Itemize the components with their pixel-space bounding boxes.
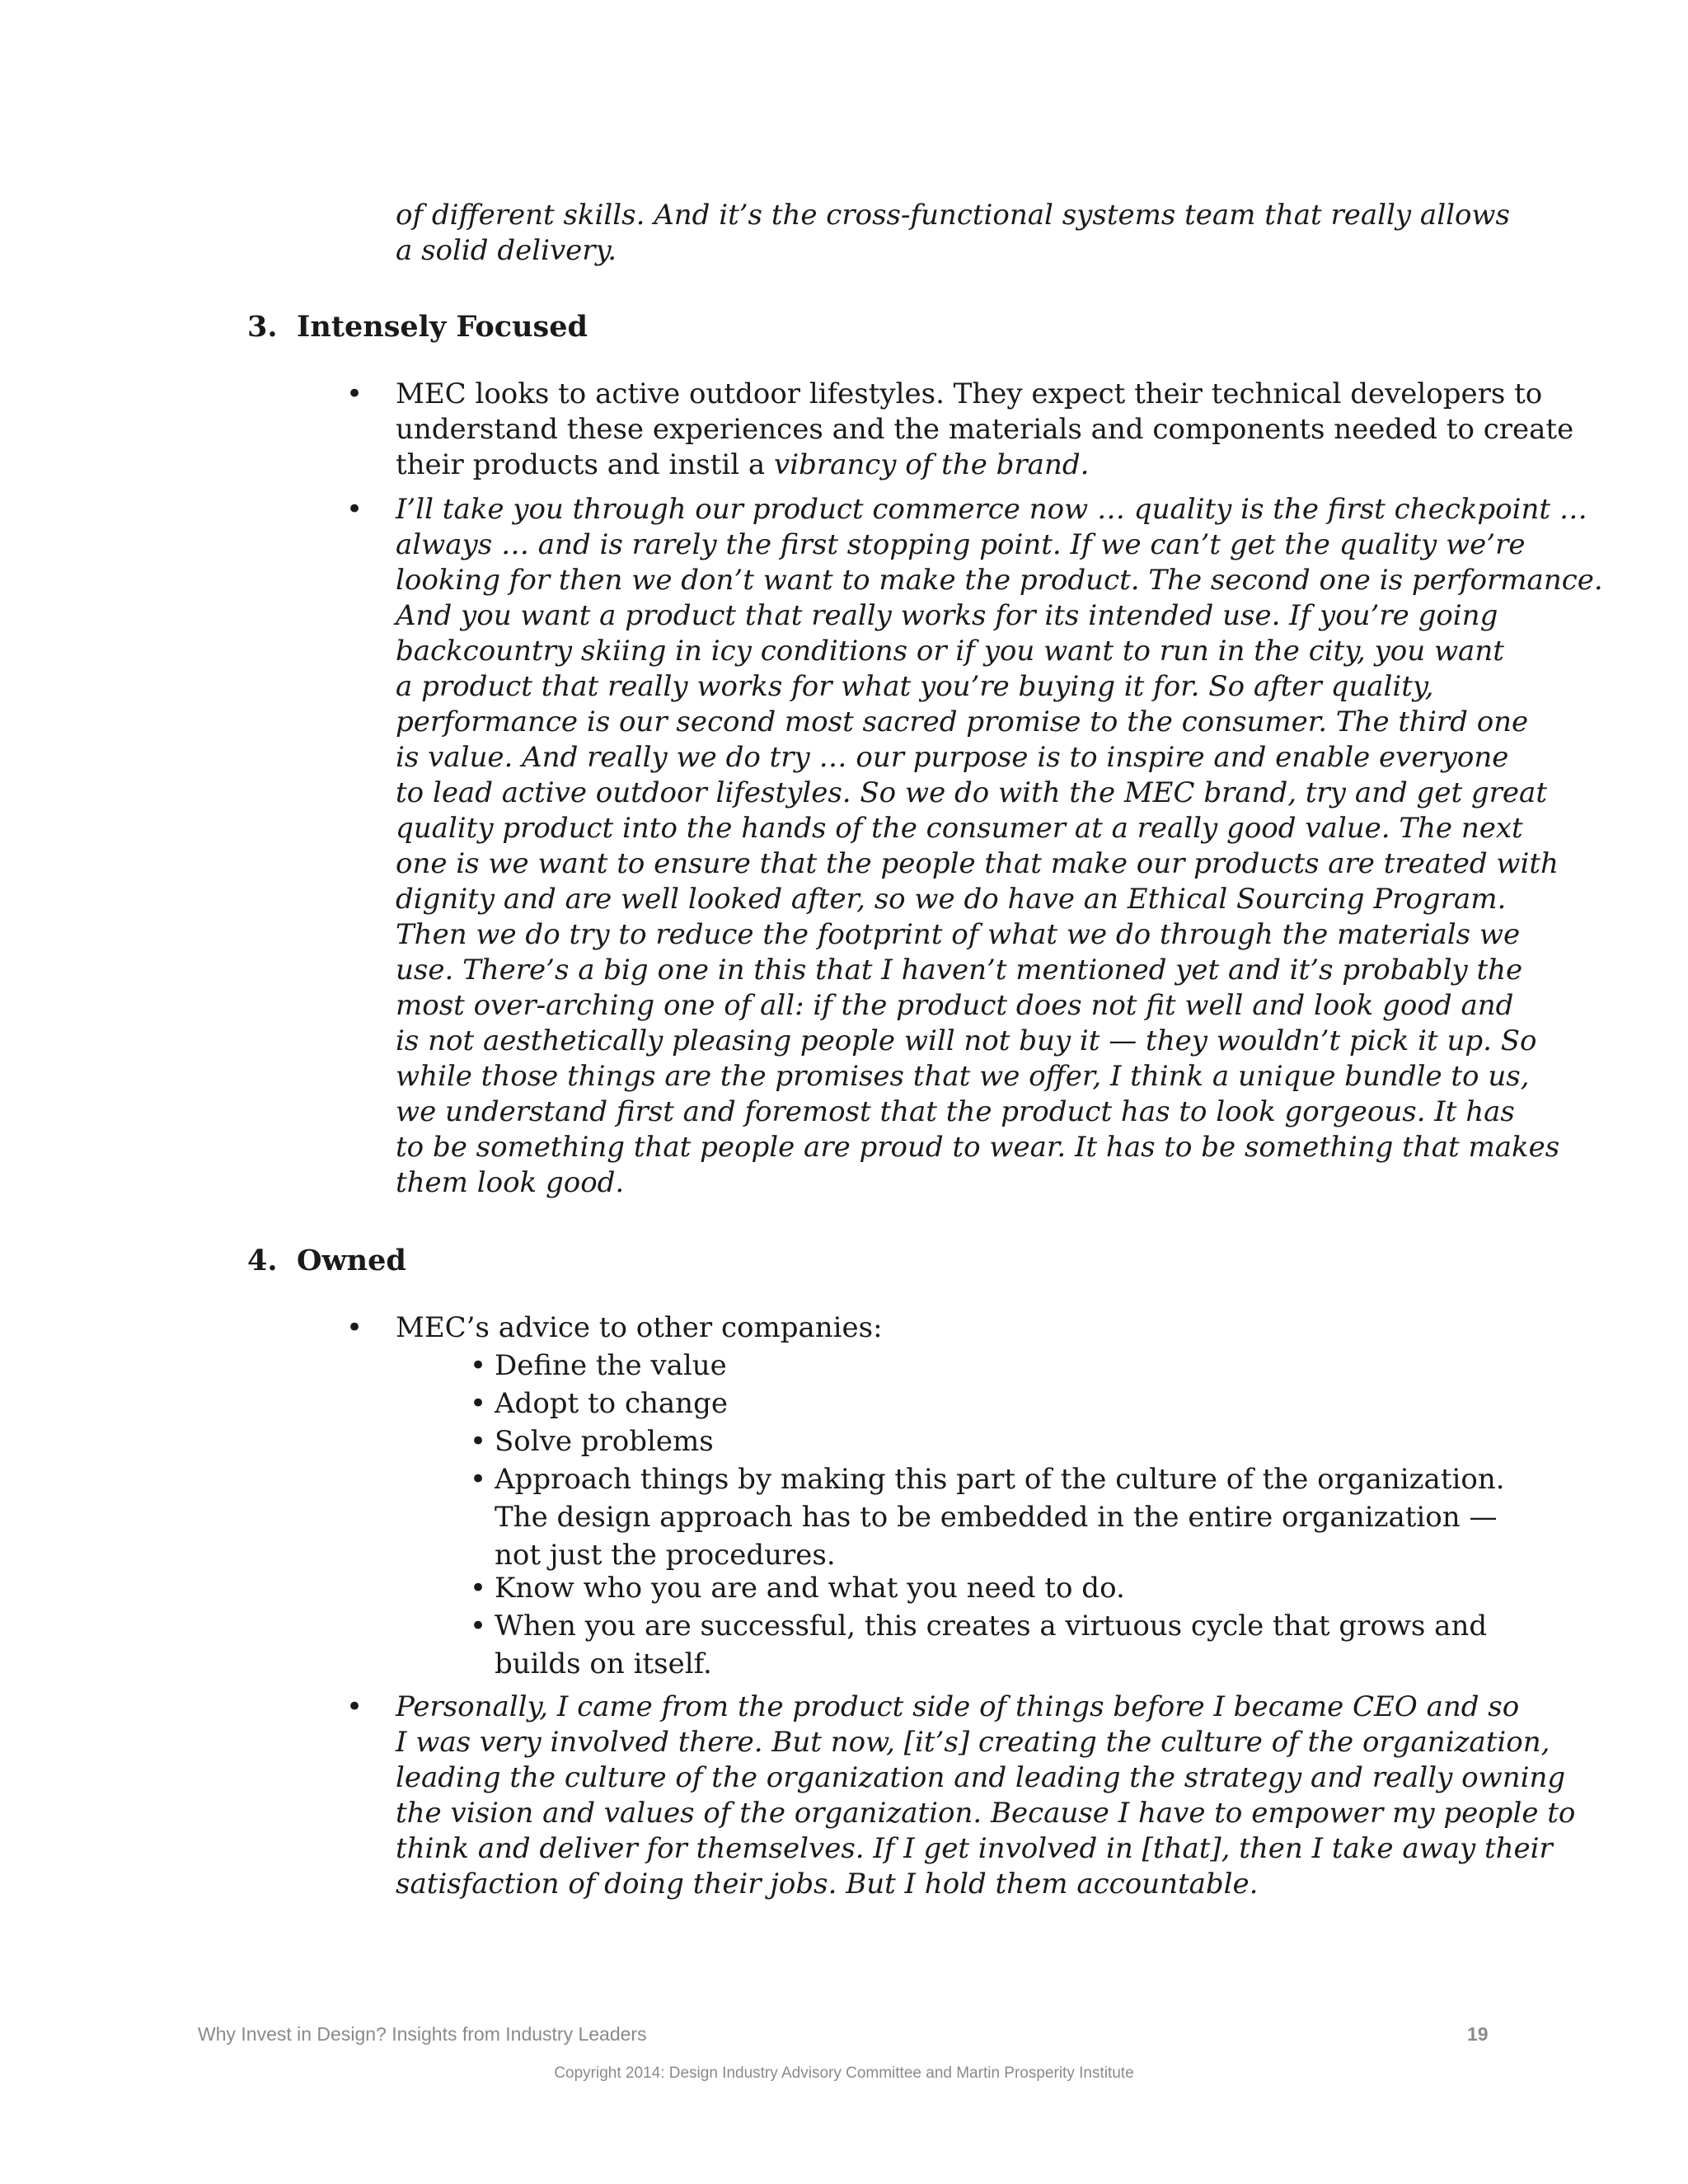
- advice-item: [470, 1460, 1505, 1574]
- section-3-quote: [396, 492, 1603, 1201]
- quote-line: backcountry skiing in icy conditions or if you want to run in the city, you want: [396, 635, 1504, 668]
- advice-item-line: [470, 1569, 1125, 1607]
- bullet-icon: •: [470, 1463, 487, 1496]
- quote-line: to be something that people are proud to wear. It has to be something that makes: [396, 1131, 1560, 1164]
- footer-title: Why Invest in Design? Insights from Industry Leaders: [198, 2023, 647, 2045]
- quote-line: dignity and are well looked after, so we do have an Ethical Sourcing Program.: [396, 883, 1507, 916]
- advice-item-line: [470, 1385, 728, 1422]
- advice-item-text: builds on itself.: [495, 1647, 712, 1680]
- advice-item-text: When you are successful, this creates a virtuous cycle that grows and: [495, 1610, 1488, 1643]
- advice-item-text: not just the procedures.: [495, 1539, 836, 1572]
- advice-item-line: [470, 1498, 1505, 1536]
- section-3-bullet-1: [396, 377, 1573, 483]
- advice-item-text: Know who you are and what you need to do.: [495, 1572, 1125, 1605]
- quote-line: most over-arching one of all: if the product does not fit well and look good and: [396, 989, 1514, 1022]
- quote-line: a product that really works for what you’re buying it for. So after quality,: [396, 670, 1434, 703]
- bullet-line: MEC looks to active outdoor lifestyles. They expect their technical developers to: [396, 377, 1543, 410]
- quote-line: is value. And really we do try … our purpose is to inspire and enable everyone: [396, 741, 1509, 774]
- advice-item: [470, 1607, 1487, 1683]
- quote-line: leading the culture of the organization and leading the strategy and really owning: [396, 1761, 1566, 1794]
- bullet-icon: •: [470, 1425, 487, 1458]
- bullet-icon: •: [346, 493, 363, 526]
- advice-item-line: [470, 1645, 1487, 1683]
- quote-line: we understand first and foremost that the product has to look gorgeous. It has: [396, 1095, 1515, 1128]
- advice-item-line: [470, 1422, 714, 1460]
- bullet-line-plain: their products and instil a: [396, 448, 774, 481]
- section-3-title: Intensely Focused: [297, 310, 588, 344]
- quote-line: to lead active outdoor lifestyles. So we do with the MEC brand, try and get great: [396, 776, 1547, 809]
- quote-line: And you want a product that really works for its intended use. If you’re going: [396, 599, 1498, 632]
- intro-quote-line: a solid delivery.: [396, 234, 617, 267]
- quote-line: quality product into the hands of the consumer at a really good value. The next: [396, 812, 1523, 845]
- bullet-icon: •: [346, 1690, 363, 1723]
- bullet-line: MEC’s advice to other companies:: [396, 1311, 883, 1344]
- quote-line: one is we want to ensure that the people that make our products are treated with: [396, 847, 1559, 880]
- quote-line: them look good.: [396, 1166, 625, 1199]
- bullet-icon: •: [470, 1572, 487, 1605]
- intro-quote: [396, 198, 1510, 269]
- section-4-title: Owned: [297, 1244, 406, 1277]
- quote-line: while those things are the promises that we offer, I think a unique bundle to us,: [396, 1060, 1530, 1093]
- advice-item: [470, 1422, 714, 1460]
- bullet-line-italic: vibrancy of the brand.: [773, 448, 1090, 481]
- quote-line: always … and is rarely the first stopping point. If we can’t get the quality we’re: [396, 528, 1526, 561]
- advice-item-line: [470, 1347, 727, 1385]
- section-4-bullet-1: [396, 1310, 883, 1346]
- copyright: Copyright 2014: Design Industry Advisory Committee and Martin Prosperity Institute: [554, 2064, 1134, 2082]
- quote-line: looking for then we don’t want to make the product. The second one is performance.: [396, 564, 1603, 597]
- quote-line: Personally, I came from the product side of things before I became CEO and so: [396, 1690, 1520, 1723]
- advice-item-text: Solve problems: [495, 1425, 714, 1458]
- advice-item-line: [470, 1460, 1505, 1498]
- bullet-icon: •: [346, 1311, 363, 1344]
- bullet-icon: •: [346, 377, 363, 410]
- advice-item-text: Adopt to change: [495, 1387, 728, 1420]
- quote-line: I’ll take you through our product commerce now … quality is the first checkpoint …: [396, 493, 1587, 526]
- advice-item: [470, 1385, 728, 1422]
- intro-quote-line: of different skills. And it’s the cross-functional systems team that really allows: [396, 199, 1510, 232]
- quote-line: the vision and values of the organization. Because I have to empower my people to: [396, 1797, 1576, 1830]
- quote-line: think and deliver for themselves. If I get involved in [that], then I take away their: [396, 1832, 1553, 1865]
- section-4-number: 4.: [247, 1244, 278, 1277]
- advice-item: [470, 1347, 727, 1385]
- page-number: 19: [1467, 2023, 1489, 2045]
- advice-item: [470, 1569, 1125, 1607]
- advice-item-line: [470, 1607, 1487, 1645]
- quote-line: is not aesthetically pleasing people will not buy it — they wouldn’t pick it up. So: [396, 1024, 1537, 1057]
- bullet-icon: •: [470, 1349, 487, 1382]
- bullet-icon: •: [470, 1610, 487, 1643]
- section-4-quote: [396, 1690, 1575, 1902]
- advice-item-text: Define the value: [495, 1349, 727, 1382]
- quote-line: satisfaction of doing their jobs. But I hold them accountable.: [396, 1868, 1259, 1900]
- bullet-icon: •: [470, 1387, 487, 1420]
- quote-line: use. There’s a big one in this that I haven’t mentioned yet and it’s probably the: [396, 954, 1523, 987]
- advice-item-text: The design approach has to be embedded in the entire organization —: [495, 1501, 1498, 1534]
- bullet-line: understand these experiences and the materials and components needed to create: [396, 413, 1574, 446]
- quote-line: performance is our second most sacred promise to the consumer. The third one: [396, 705, 1529, 738]
- advice-item-text: Approach things by making this part of the culture of the organization.: [495, 1463, 1505, 1496]
- section-3-heading: [247, 309, 588, 344]
- quote-line: I was very involved there. But now, [it’s] creating the culture of the organization,: [396, 1726, 1550, 1759]
- bullet-line: [396, 448, 1573, 483]
- section-4-heading: [247, 1243, 406, 1278]
- section-3-number: 3.: [247, 310, 278, 344]
- quote-line: Then we do try to reduce the footprint of what we do through the materials we: [396, 918, 1521, 951]
